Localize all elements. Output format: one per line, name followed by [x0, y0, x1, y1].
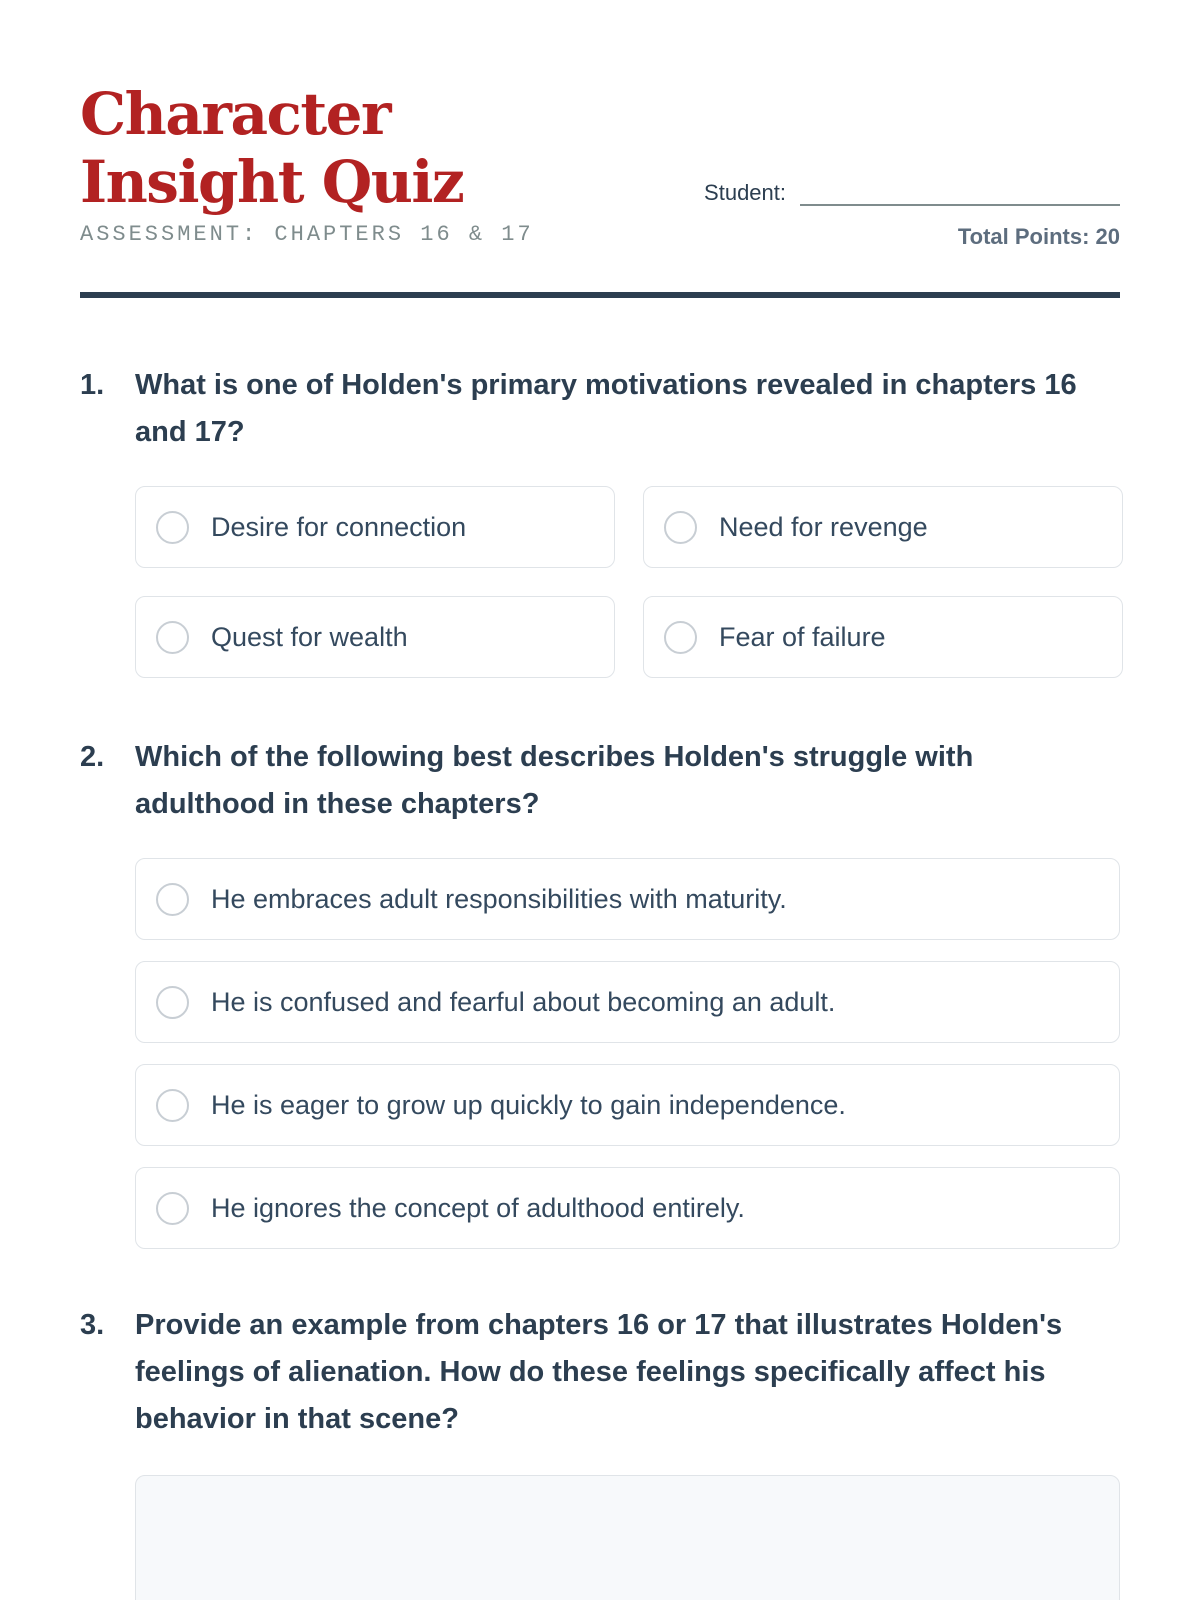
- question-text: Which of the following best describes Holden's struggle with adulthood in these chapters?: [135, 741, 974, 820]
- radio-button[interactable]: [156, 511, 189, 544]
- option-embraces-responsibilities[interactable]: [135, 858, 1120, 940]
- option-ignores-adulthood[interactable]: [135, 1167, 1120, 1249]
- option-quest-for-wealth[interactable]: [135, 596, 615, 678]
- option-label: He is eager to grow up quickly to gain independence.: [211, 1089, 846, 1120]
- question-number: 2.: [80, 741, 105, 773]
- radio-button[interactable]: [156, 883, 189, 916]
- radio-button[interactable]: [664, 621, 697, 654]
- option-label: He is confused and fearful about becoming an adult.: [211, 986, 836, 1017]
- page-title: Character Insight Quiz: [80, 80, 464, 216]
- student-name-input[interactable]: [800, 172, 1120, 206]
- question-number: 3.: [80, 1309, 105, 1341]
- option-label: Quest for wealth: [211, 621, 408, 652]
- header-divider: [80, 292, 1120, 298]
- radio-button[interactable]: [156, 621, 189, 654]
- option-label: Fear of failure: [719, 621, 886, 652]
- radio-button[interactable]: [156, 1192, 189, 1225]
- student-label: Student:: [704, 180, 786, 205]
- option-label: Need for revenge: [719, 511, 928, 542]
- question-heading: [80, 362, 1120, 456]
- options-list: [135, 858, 1120, 1249]
- option-need-for-revenge[interactable]: [643, 486, 1123, 568]
- question-text: Provide an example from chapters 16 or 17 that illustrates Holden's feelings of alienation. How do these feelings specifically affect his behavior in that scene?: [135, 1309, 1063, 1435]
- student-field-row: [704, 172, 1120, 206]
- question-heading: [80, 734, 1120, 828]
- options-grid: [135, 486, 1120, 678]
- assessment-subtitle: ASSESSMENT: CHAPTERS 16 & 17: [80, 222, 534, 247]
- option-label: He ignores the concept of adulthood entirely.: [211, 1192, 745, 1223]
- question-heading: [80, 1302, 1120, 1443]
- radio-button[interactable]: [664, 511, 697, 544]
- radio-button[interactable]: [156, 986, 189, 1019]
- option-label: Desire for connection: [211, 511, 467, 542]
- option-eager-to-grow-up[interactable]: [135, 1064, 1120, 1146]
- question-2: [80, 734, 1120, 1249]
- question-number: 1.: [80, 369, 105, 401]
- option-confused-and-fearful[interactable]: [135, 961, 1120, 1043]
- total-points: Total Points: 20: [957, 224, 1120, 249]
- option-label: He embraces adult responsibilities with maturity.: [211, 883, 787, 914]
- option-fear-of-failure[interactable]: [643, 596, 1123, 678]
- answer-textarea[interactable]: [135, 1475, 1120, 1600]
- radio-button[interactable]: [156, 1089, 189, 1122]
- question-3: [80, 1302, 1120, 1600]
- option-desire-for-connection[interactable]: [135, 486, 615, 568]
- question-text: What is one of Holden's primary motivations revealed in chapters 16 and 17?: [135, 369, 1077, 448]
- question-1: [80, 362, 1120, 678]
